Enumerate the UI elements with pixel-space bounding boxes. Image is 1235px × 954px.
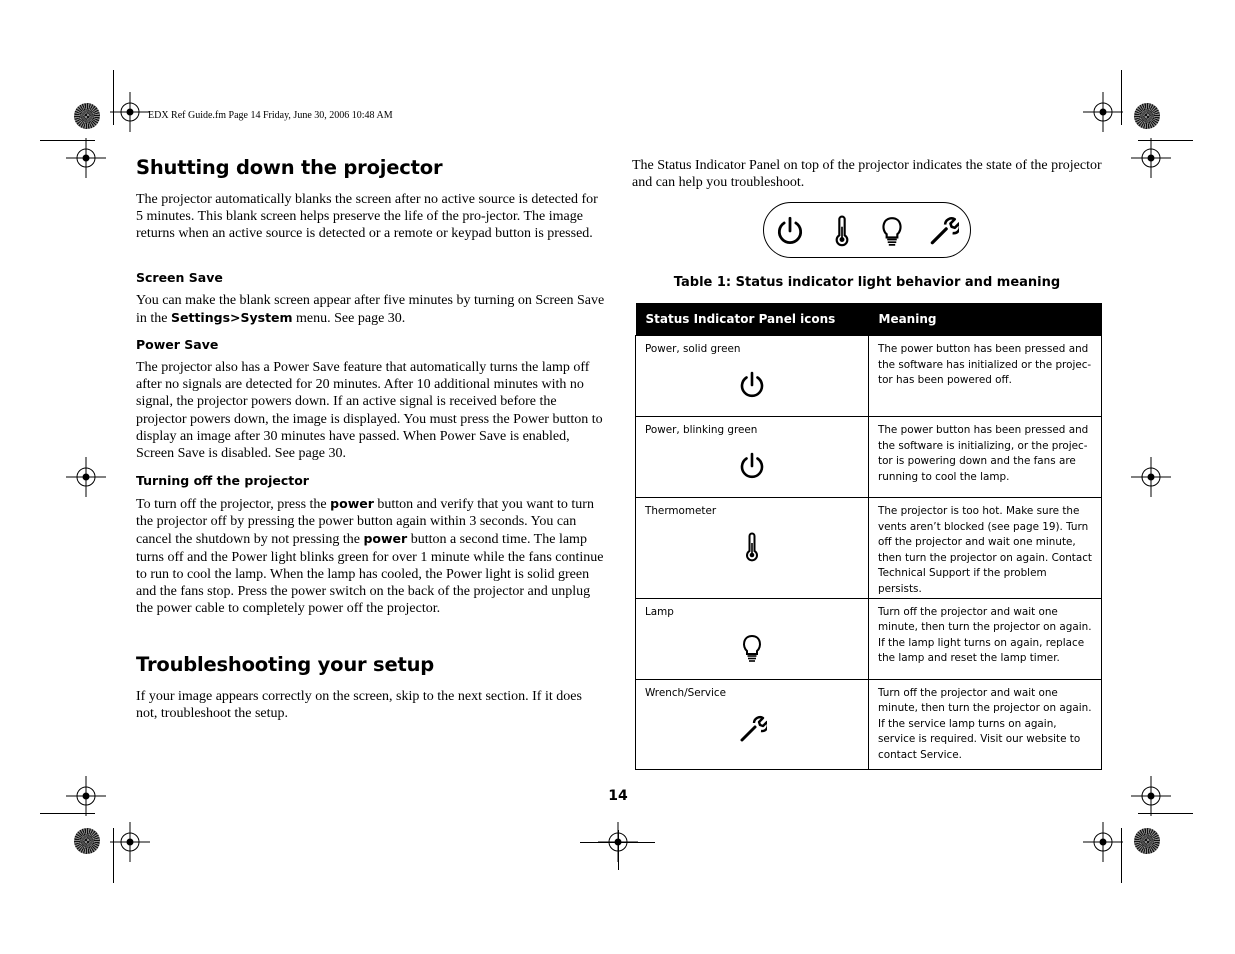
registration-mark-icon — [110, 92, 150, 132]
status-cell — [636, 417, 869, 498]
registration-mark-icon — [110, 822, 150, 862]
registration-mark-icon — [1131, 138, 1171, 178]
table-header-row — [636, 303, 1102, 336]
subheading-screen-save: Screen Save — [136, 270, 223, 285]
status-label: Power, blinking green — [645, 424, 758, 436]
troubleshooting-text: If your image appears correctly on the screen, skip to the next section. If it does not, troubleshoot the setup. — [136, 689, 582, 722]
table-row — [636, 598, 1102, 679]
wrench-icon — [737, 714, 767, 744]
meaning-cell: The projector is too hot. Make sure the vents aren’t blocked (see page 19). Turn off the projector and wait one minute, then turn the projector on again. Contact Technical Support if the problem persists. — [869, 498, 1102, 599]
status-label: Thermometer — [645, 505, 717, 517]
meaning-cell: The power button has been pressed and the software is initializing, or the projec-tor is powering down and the fans are running to cool the lamp. — [869, 417, 1102, 498]
shutdown-intro: The projector automatically blanks the screen after no active source is detected for 5 minutes. This blank screen helps preserve the life of the pro-jector. The image returns when an active source is detected or a remote or keypad button is pressed. — [136, 192, 598, 242]
registration-mark-icon — [1131, 776, 1171, 816]
registration-mark-icon — [66, 776, 106, 816]
status-cell — [636, 598, 869, 679]
status-cell — [636, 679, 869, 769]
registration-mark-icon — [1083, 822, 1123, 862]
meaning-cell: The power button has been pressed and the software has initialized or the projec-tor has been powered off. — [869, 336, 1102, 417]
lamp-icon — [876, 215, 908, 247]
table-caption: Table 1: Status indicator light behavior and meaning — [673, 275, 1061, 290]
registration-mark-icon — [66, 457, 106, 497]
subheading-turning-off: Turning off the projector — [136, 473, 309, 488]
status-label: Wrench/Service — [645, 686, 727, 699]
status-indicator-table — [635, 303, 1102, 770]
power-icon — [737, 370, 767, 400]
status-cell — [636, 336, 869, 417]
registration-disc-icon — [1134, 103, 1160, 129]
settings-system-menu: Settings>System — [171, 310, 293, 326]
turning-off-text: To turn off the projector, press the power button and verify that you want to turn the projector off by pressing the power button again within 3 seconds. You can cancel the shutdown by not pressing the power button a second time. The lamp turns off and the Power light blinks green for over 1 minute while the fans continue to run to cool the lamp. When the lamp has cooled, the Power light is solid green and the fans stop. Press the power switch on the back of the projector and unplug the power cable to completely power off the projector. — [136, 496, 604, 617]
page-number: 14 — [608, 788, 628, 804]
status-indicator-panel — [763, 202, 971, 258]
status-panel-intro: The Status Indicator Panel on top of the projector indicates the state of the projector and can help you troubleshoot. — [632, 158, 1102, 191]
file-slug: EDX Ref Guide.fm Page 14 Friday, June 30, 2006 10:48 AM — [148, 110, 393, 121]
lamp-icon — [737, 633, 767, 663]
meaning-cell: Turn off the projector and wait one minute, then turn the projector on again. If the lamp light turns on again, replace the lamp and reset the lamp timer. — [869, 598, 1102, 679]
registration-disc-icon — [74, 103, 100, 129]
screen-save-text: You can make the blank screen appear after five minutes by turning on Screen Save in the Settings>System menu. See page 30. — [136, 293, 605, 327]
registration-disc-icon — [1134, 828, 1160, 854]
column-header-icons: Status Indicator Panel icons — [636, 303, 869, 336]
registration-mark-icon — [1083, 92, 1123, 132]
status-cell — [636, 498, 869, 599]
thermometer-icon — [737, 532, 767, 562]
power-icon — [774, 215, 806, 247]
power-icon — [737, 451, 767, 481]
status-label: Power, solid green — [645, 343, 741, 355]
column-header-meaning: Meaning — [869, 303, 1102, 336]
status-label: Lamp — [645, 605, 674, 618]
table-row — [636, 679, 1102, 769]
power-save-text: The projector also has a Power Save feature that automatically turns the lamp off after no signals are detected for 20 minutes. After 10 additional minutes with no signal, the projector powers down. If an active signal is received before the projector powers down, the image is displayed. You must press the Power button to display an image after 30 minutes have passed. When Power Save is enabled, Screen Save is disabled. See page 30. — [136, 360, 603, 462]
table-row — [636, 336, 1102, 417]
thermometer-icon — [826, 215, 858, 247]
table-row — [636, 417, 1102, 498]
subheading-power-save: Power Save — [136, 337, 219, 352]
registration-mark-icon — [66, 138, 106, 178]
wrench-icon — [927, 215, 959, 247]
registration-mark-icon — [1131, 457, 1171, 497]
heading-troubleshooting: Troubleshooting your setup — [136, 653, 435, 676]
registration-disc-icon — [74, 828, 100, 854]
meaning-cell: Turn off the projector and wait one minute, then turn the projector on again. If the service lamp turns on again, service is required. Visit our website to contact Service. — [869, 679, 1102, 769]
table-row — [636, 498, 1102, 599]
heading-shutting-down: Shutting down the projector — [136, 156, 443, 179]
